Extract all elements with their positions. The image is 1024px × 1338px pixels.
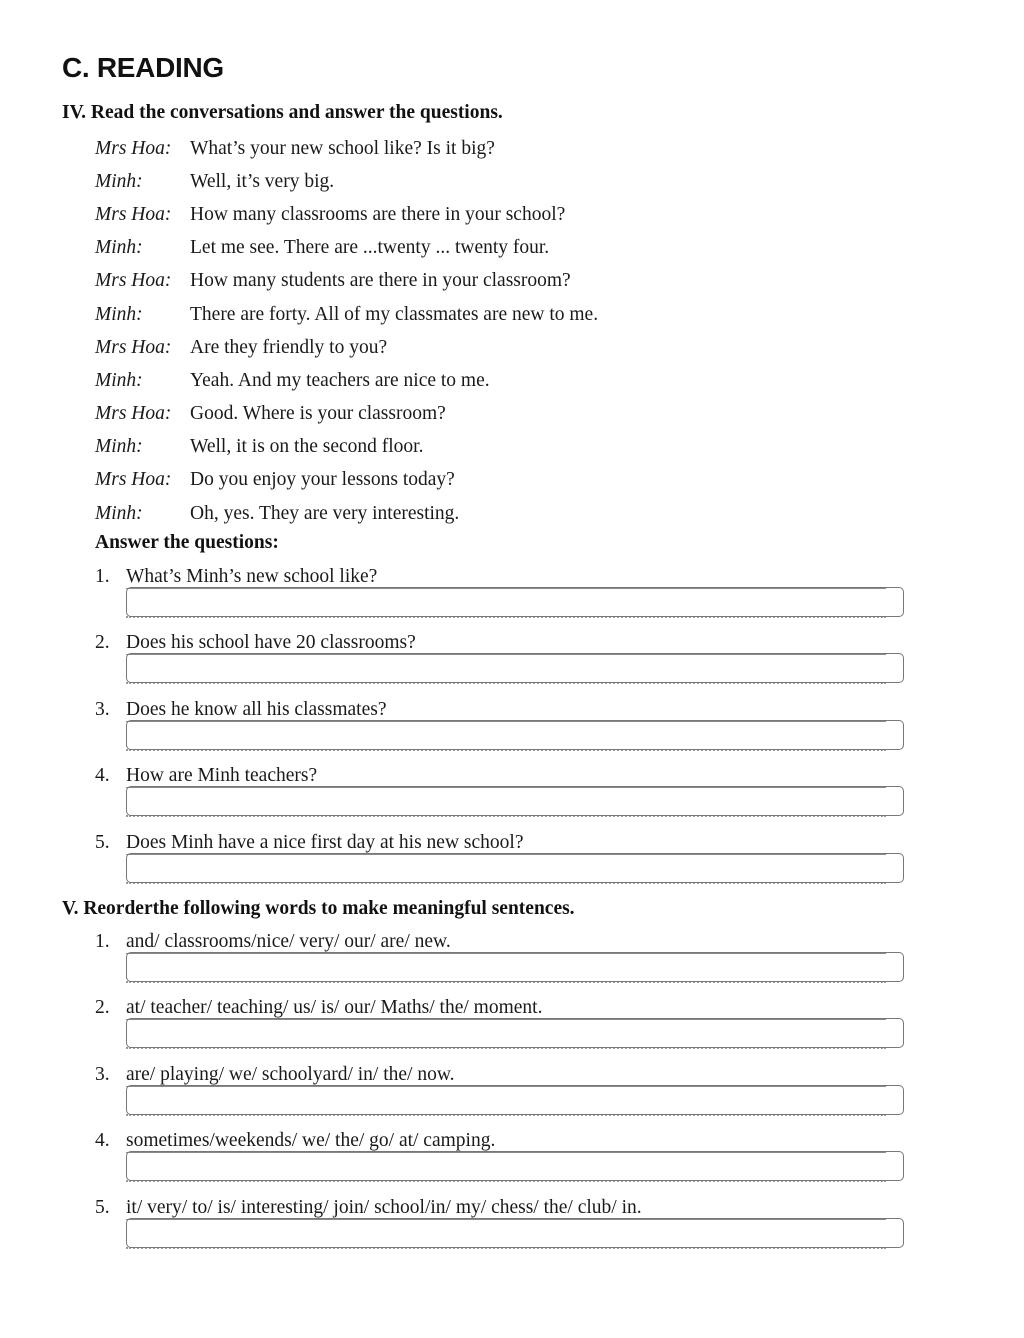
conversation [95,132,795,530]
dialogue-line [95,364,795,397]
answer-input[interactable] [126,1018,904,1048]
answer-input[interactable] [126,853,904,883]
reorder-item [95,1128,925,1194]
speaker-label: Minh: [95,170,143,192]
exercise-4-title: IV. Read the conversations and answer the questions. [62,102,503,123]
speaker-label: Mrs Hoa: [95,270,172,292]
question-item [95,763,925,829]
utterance: How many classrooms are there in your school? [190,203,566,225]
question-item [95,697,925,763]
utterance: Good. Where is your classroom? [190,403,446,425]
reorder-item [95,1062,925,1128]
speaker-label: Minh: [95,303,143,325]
question-text: Does he know all his classmates? [126,698,387,720]
speaker-label: Mrs Hoa: [95,203,172,225]
question-number: 4. [95,765,110,787]
dialogue-line [95,497,795,530]
question-number: 1. [95,566,110,587]
dialogue-line [95,431,795,464]
word-prompt: at/ teacher/ teaching/ us/ is/ our/ Maths/ the/ moment. [126,997,543,1019]
utterance: Oh, yes. They are very interesting. [190,502,460,524]
answer-questions-heading: Answer the questions: [95,532,279,553]
item-number: 3. [95,1063,110,1085]
dialogue-line [95,298,795,331]
utterance: Well, it’s very big. [190,170,335,192]
question-text: Does Minh have a nice first day at his new school? [126,831,524,853]
answer-input[interactable] [126,1085,904,1115]
answer-input[interactable] [126,786,904,816]
reorder-item [95,995,925,1061]
speaker-label: Minh: [95,237,143,259]
dialogue-line [95,198,795,231]
item-number: 1. [95,931,110,952]
reorder-item [95,929,925,995]
dialogue-line [95,331,795,364]
question-item [95,830,925,896]
utterance: Let me see. There are ...twenty ... twenty four. [190,237,550,259]
question-number: 5. [95,831,110,853]
speaker-label: Mrs Hoa: [95,469,172,491]
item-number: 2. [95,997,110,1019]
exercise-5-title: V. Reorderthe following words to make meaningful sentences. [62,898,575,919]
dialogue-line [95,464,795,497]
utterance: How many students are there in your classroom? [190,270,571,292]
utterance: What’s your new school like? Is it big? [190,137,495,159]
dialogue-line [95,398,795,431]
question-number: 2. [95,632,110,654]
answer-input[interactable] [126,1218,904,1248]
utterance: There are forty. All of my classmates are new to me. [190,303,599,325]
question-item [95,564,925,630]
dialogue-line [95,132,795,165]
item-number: 4. [95,1130,110,1152]
word-prompt: sometimes/weekends/ we/ the/ go/ at/ camping. [126,1130,496,1152]
section-heading: C. READING [62,52,224,83]
question-list [95,564,925,896]
question-number: 3. [95,698,110,720]
word-prompt: and/ classrooms/nice/ very/ our/ are/ new. [126,931,451,952]
speaker-label: Mrs Hoa: [95,336,172,358]
answer-input[interactable] [126,952,904,982]
question-text: What’s Minh’s new school like? [126,566,378,587]
reorder-list [95,929,925,1261]
answer-input[interactable] [126,587,904,617]
utterance: Are they friendly to you? [190,336,388,358]
utterance: Well, it is on the second floor. [190,436,424,458]
answer-input[interactable] [126,720,904,750]
utterance: Yeah. And my teachers are nice to me. [190,369,490,391]
word-prompt: it/ very/ to/ is/ interesting/ join/ school/in/ my/ chess/ the/ club/ in. [126,1196,642,1218]
speaker-label: Minh: [95,502,143,524]
word-prompt: are/ playing/ we/ schoolyard/ in/ the/ now. [126,1063,455,1085]
speaker-label: Minh: [95,436,143,458]
question-item [95,630,925,696]
speaker-label: Mrs Hoa: [95,403,172,425]
item-number: 5. [95,1196,110,1218]
dialogue-line [95,232,795,265]
utterance: Do you enjoy your lessons today? [190,469,455,491]
speaker-label: Mrs Hoa: [95,137,172,159]
question-text: How are Minh teachers? [126,765,318,787]
dialogue-line [95,265,795,298]
answer-input[interactable] [126,1151,904,1181]
answer-input[interactable] [126,653,904,683]
reorder-item [95,1195,925,1261]
question-text: Does his school have 20 classrooms? [126,632,416,654]
dialogue-line [95,165,795,198]
speaker-label: Minh: [95,369,143,391]
